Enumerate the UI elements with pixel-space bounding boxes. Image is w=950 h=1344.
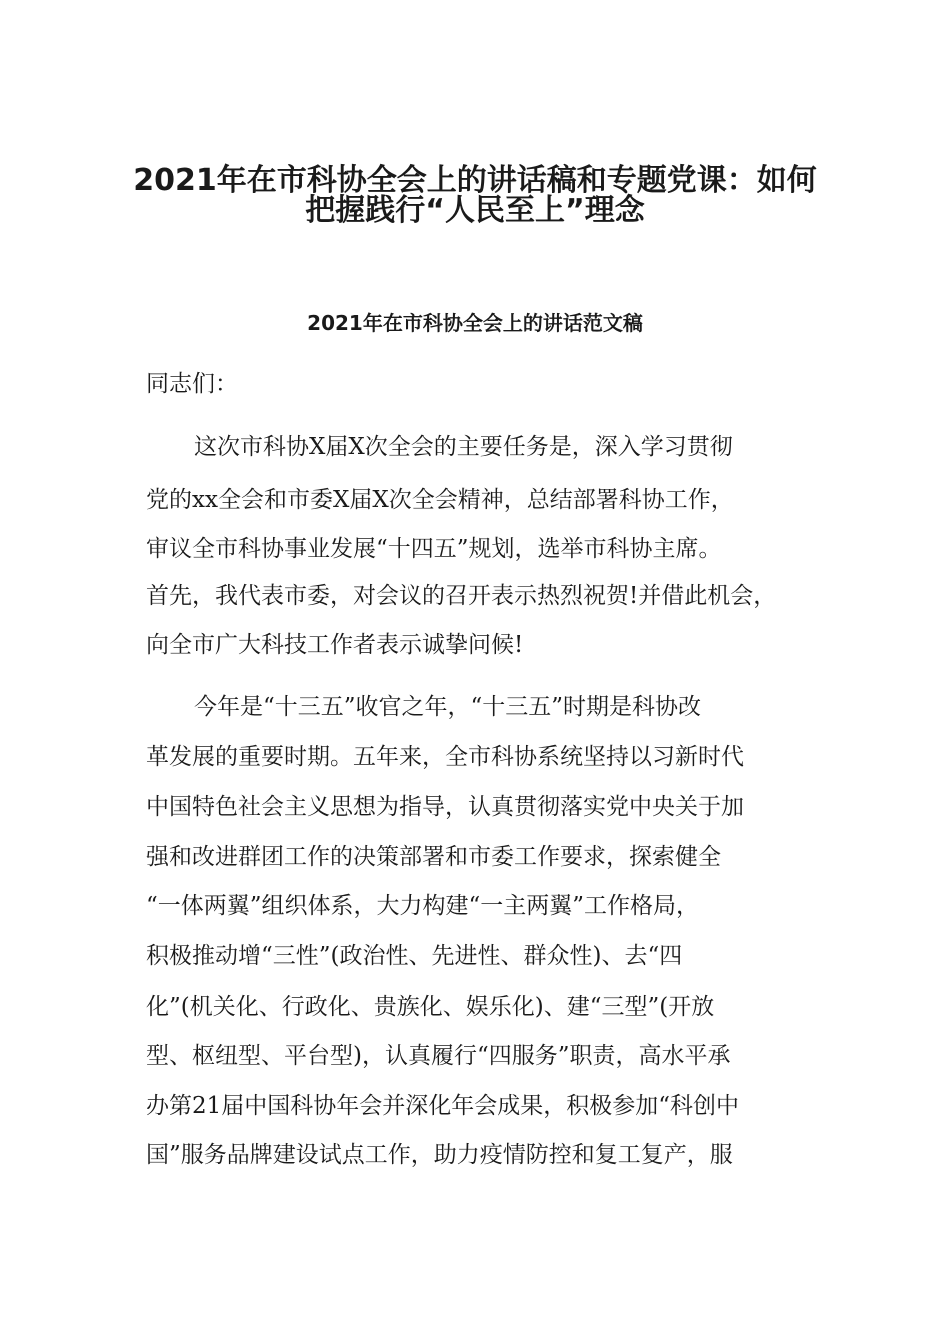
paragraph-2-line-10: 国”服务品牌建设试点工作，助力疫情防控和复工复产，服	[146, 1142, 733, 1168]
paragraph-2-line-1: 今年是“十三五”收官之年，“十三五”时期是科协改	[194, 694, 702, 720]
paragraph-1-line-2: 党的xx全会和市委X届X次全会精神，总结部署科协工作，	[146, 487, 734, 513]
document-title-line-1: 2021年在市科协全会上的讲话稿和专题党课：如何	[133, 163, 817, 198]
paragraph-2-line-2: 革发展的重要时期。五年来，全市科协系统坚持以习新时代	[146, 744, 744, 770]
paragraph-1-line-3: 审议全市科协事业发展“十四五”规划，选举市科协主席。	[146, 536, 722, 562]
document-subtitle: 2021年在市科协全会上的讲话范文稿	[307, 311, 643, 335]
paragraph-1-line-4: 首先，我代表市委，对会议的召开表示热烈祝贺!并借此机会，	[146, 583, 777, 609]
paragraph-1-line-1: 这次市科协X届X次全会的主要任务是，深入学习贯彻	[194, 434, 733, 460]
paragraph-2-line-4: 强和改进群团工作的决策部署和市委工作要求，探索健全	[146, 844, 721, 870]
paragraph-2-line-5: “一体两翼”组织体系，大力构建“一主两翼”工作格局，	[146, 893, 700, 919]
paragraph-2-line-6: 积极推动增“三性”(政治性、先进性、群众性)、去“四	[146, 943, 683, 969]
document-title-line-2: 把握践行“人民至上”理念	[305, 193, 645, 228]
paragraph-2-line-3: 中国特色社会主义思想为指导，认真贯彻落实党中央关于加	[146, 794, 744, 820]
paragraph-2-line-9: 办第21届中国科协年会并深化年会成果，积极参加“科创中	[146, 1093, 740, 1119]
paragraph-2-line-7: 化”(机关化、行政化、贵族化、娱乐化)、建“三型”(开放	[146, 994, 715, 1020]
paragraph-2-line-8: 型、枢纽型、平台型)，认真履行“四服务”职责，高水平承	[146, 1043, 731, 1069]
salutation: 同志们：	[146, 371, 238, 397]
paragraph-1-line-5: 向全市广大科技工作者表示诚挚问候!	[146, 632, 524, 658]
